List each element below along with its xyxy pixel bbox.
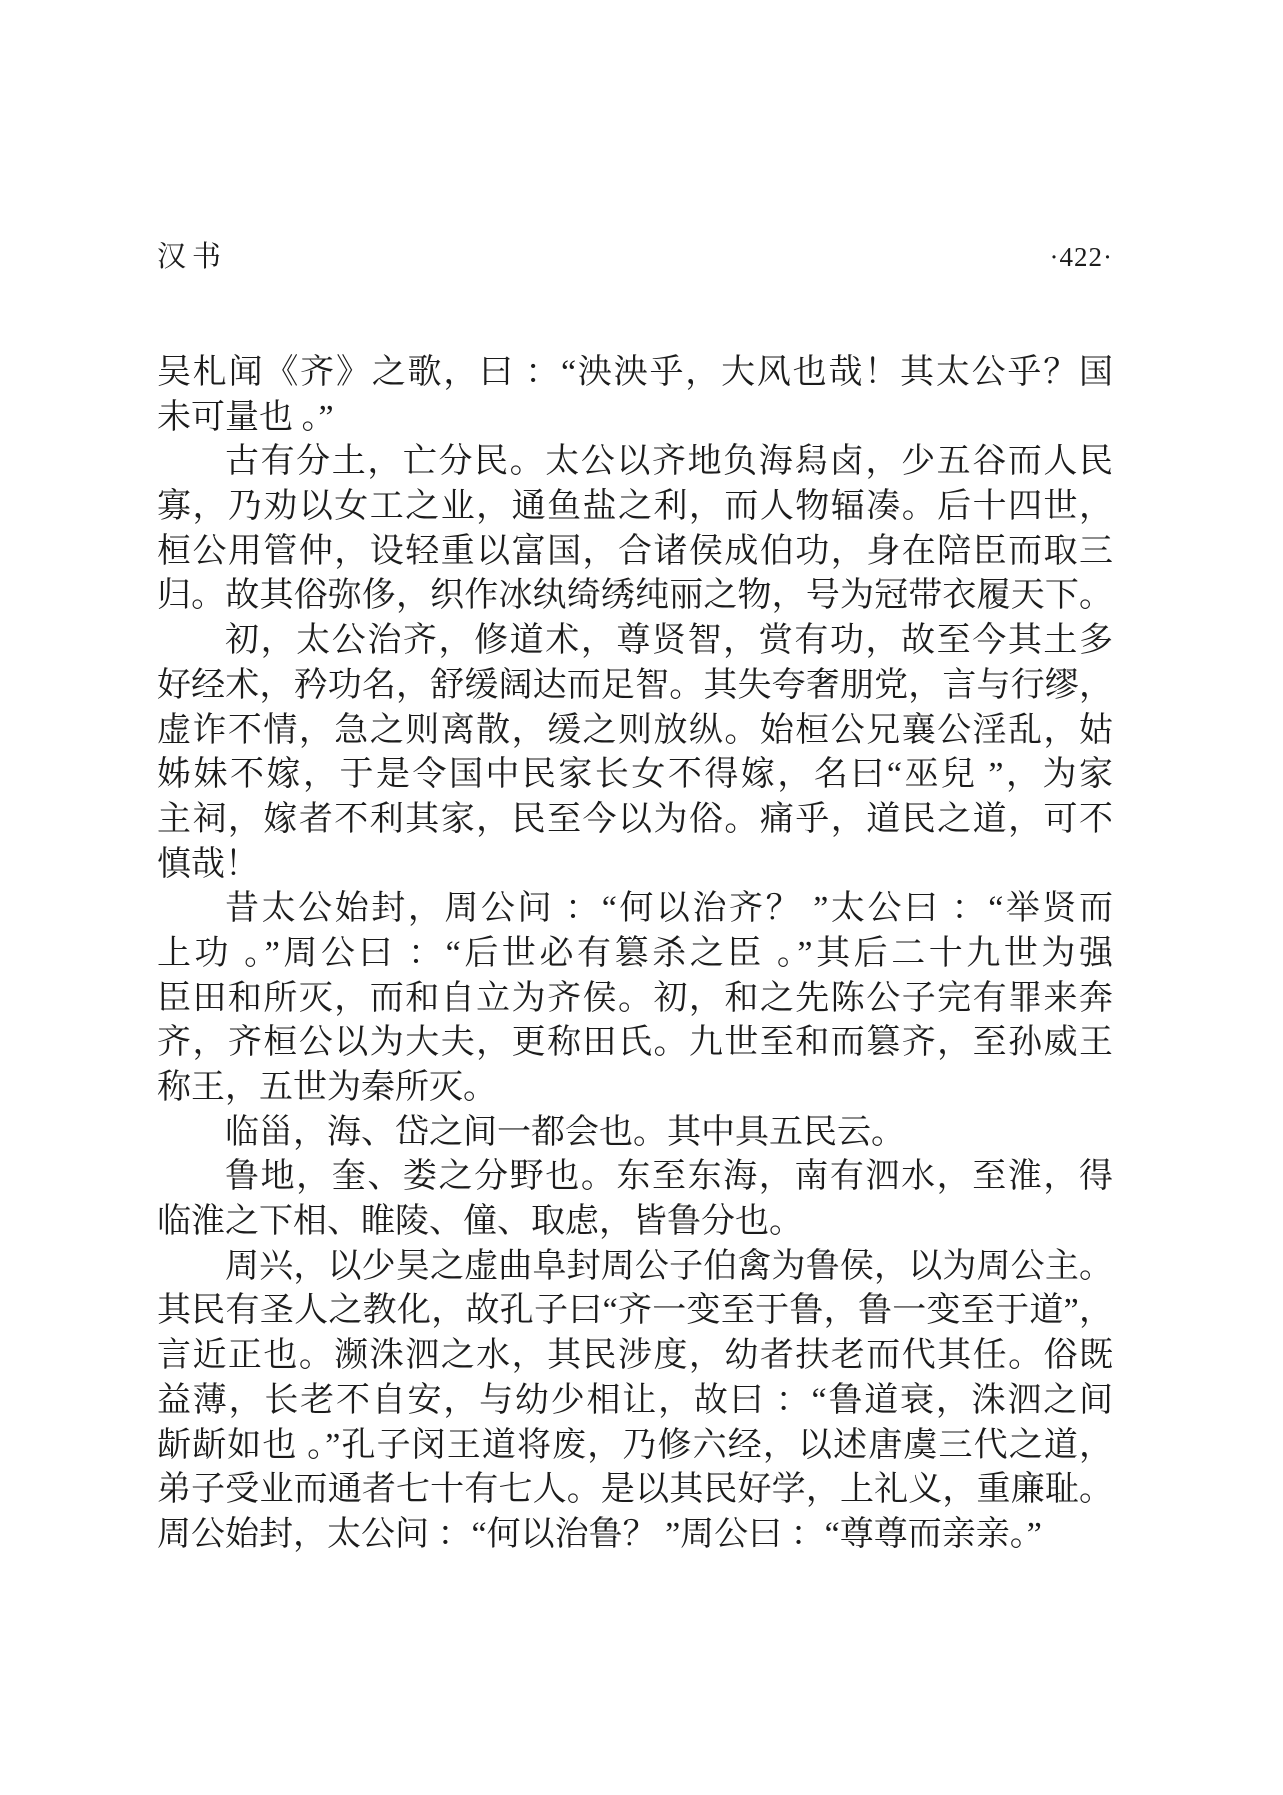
text-line: 齐，齐桓公以为大夫，更称田氏。九世至和而篡齐，至孙威王 [157, 1024, 1113, 1062]
text-line: 主祠，嫁者不利其家，民至今以为俗。痛乎，道民之道，可不 [157, 800, 1113, 838]
text-line: 龂龂如也 。”孔子闵王道将废，乃修六经，以述唐虞三代之道， [157, 1426, 1113, 1464]
text-line: 其民有圣人之教化，故孔子曰“齐一变至于鲁，鲁一变至于道”， [157, 1292, 1113, 1330]
text-line: 初，太公治齐，修道术，尊贤智，赏有功，故至今其土多 [225, 622, 1113, 660]
text-line: 上功 。”周公曰 ：“后世必有篡杀之臣 。”其后二十九世为强 [157, 934, 1113, 972]
text-line: 临淮之下相、睢陵、僮、取虑，皆鲁分也。 [157, 1203, 803, 1241]
text-line: 周公始封，太公问 ：“何以治鲁？ ”周公曰 ：“尊尊而亲亲。” [157, 1515, 1042, 1553]
text-line: 言近正也。濒洙泗之水，其民涉度，幼者扶老而代其任。俗既 [157, 1337, 1113, 1375]
text-line: 昔太公始封，周公问 ：“何以治齐？ ”太公曰 ：“举贤而 [225, 890, 1113, 928]
text-line: 未可量也 。” [157, 398, 334, 436]
text-line: 吴札闻《齐》之歌，曰 ：“泱泱乎，大风也哉！其太公乎？国 [157, 354, 1113, 391]
text-line: 临甾，海、岱之间一都会也。其中具五民云。 [225, 1113, 905, 1151]
book-title: 汉书 [157, 241, 228, 273]
text-line: 好经术，矜功名，舒缓阔达而足智。其失夸奢朋党，言与行缪， [157, 666, 1113, 704]
text-line: 鲁地，奎、娄之分野也。东至东海，南有泗水，至淮，得 [225, 1158, 1113, 1196]
page-number: ·422· [1049, 242, 1113, 272]
text-line: 益薄，长老不自安，与幼少相让，故曰 ：“鲁道衰，洙泗之间 [157, 1381, 1113, 1419]
text-line: 古有分土，亡分民。太公以齐地负海舄卤，少五谷而人民 [225, 443, 1113, 481]
text-line: 慎哉！ [157, 845, 259, 883]
text-line: 称王，五世为秦所灭。 [157, 1069, 497, 1106]
text-line: 周兴，以少昊之虚曲阜封周公子伯禽为鲁侯，以为周公主。 [225, 1247, 1113, 1285]
text-line: 弟子受业而通者七十有七人。是以其民好学，上礼义，重廉耻。 [157, 1471, 1113, 1509]
text-line: 桓公用管仲，设轻重以富国，合诸侯成伯功，身在陪臣而取三 [157, 532, 1113, 570]
text-line: 归。故其俗弥侈，织作冰纨绮绣纯丽之物，号为冠带衣履天下。 [157, 577, 1113, 615]
text-line: 臣田和所灭，而和自立为齐侯。初，和之先陈公子完有罪来奔 [157, 979, 1113, 1017]
text-line: 虚诈不情，急之则离散，缓之则放纵。始桓公兄襄公淫乱，姑 [157, 711, 1113, 749]
text-line: 寡，乃劝以女工之业，通鱼盐之利，而人物辐凑。后十四世， [157, 488, 1113, 526]
running-header [157, 241, 1113, 273]
page-content [157, 0, 1113, 1558]
body-text [157, 351, 1113, 1558]
text-line: 姊妹不嫁，于是令国中民家长女不得嫁，名曰“巫兒 ”，为家 [157, 756, 1113, 794]
